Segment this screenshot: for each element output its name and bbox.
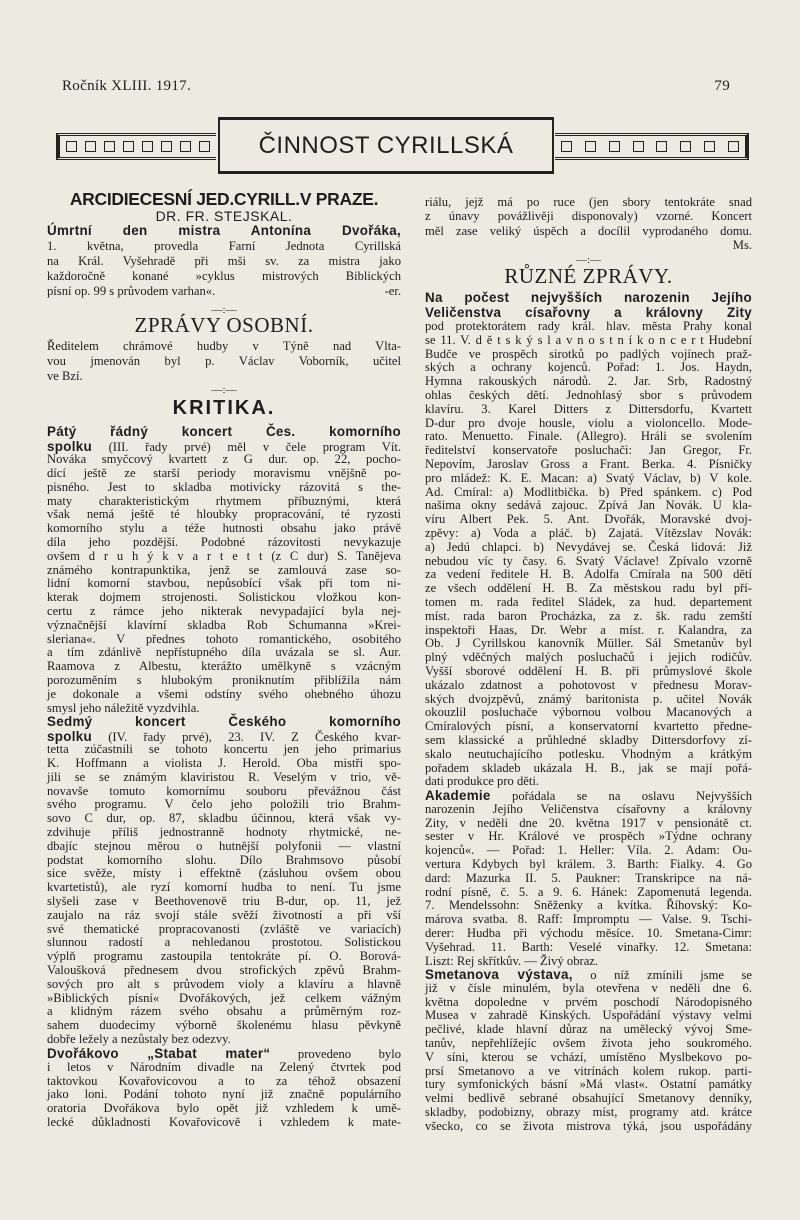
text-line: svého programu. V čelo jeho položili trio Brahm-: [47, 797, 401, 812]
bold-lead: Sedmý koncert Českého komorního: [47, 714, 401, 729]
text-line: tanův, nepřehlížejíc ovšem života jeho soukromého.: [425, 1035, 752, 1050]
text-line: zdvihuje příliš jednostranně hodnoty rhytmické, ne-: [47, 825, 401, 840]
text-line: velmi bedlivě sebrané obsahující Smetanovy denníky,: [425, 1091, 752, 1106]
text-line: ze všech oddělení H. B. Za městskou radu byl pří-: [425, 581, 752, 596]
text-line: Ad. Cmíral: a) Modlitbička. b) Před spánkem. c) Pod: [425, 484, 752, 499]
text-line: května dopoledne v prvém poschodí Národopisného: [425, 994, 752, 1009]
text-line: se 11. V. d ě t s k ý s l a v n o s t n í k o n c e r t Hudební: [425, 332, 752, 347]
text-line: tomen m. rada ředitel Sládek, za hud. departement: [425, 594, 752, 609]
text-line: [425, 291, 752, 306]
text-line: je dokonale a všemi odstíny svého ohebného úhozu: [47, 686, 401, 701]
paragraph: [47, 224, 401, 299]
bold-lead: Na počest nejvyšších narozenin Jejího: [425, 290, 752, 305]
text-line: vou jmenován byl p. Václav Voborník, učitel: [47, 354, 401, 368]
text-line: smysl jeho náležitě vyzdvihla.: [47, 700, 200, 715]
text-line: novavše tomuto komornímu souboru převážnou část: [47, 783, 401, 798]
square-ornament-icon: [561, 141, 572, 152]
section-heading: RŮZNÉ ZPRÁVY.: [504, 264, 673, 288]
text-line: skladby, podobizny, obrazy míst, programy atd. krátce: [425, 1104, 752, 1119]
paragraph: [47, 715, 401, 1047]
text-line: prsí Smetanovo a ve vitrínách kolem rukop. parti-: [425, 1063, 752, 1078]
text-line: Valoušková přednesem dvou strofických zpěvů Brahm-: [47, 963, 401, 978]
text-line: na Král. Vyšehradě při mši sv. za mistra jako: [47, 253, 401, 268]
paragraph: [425, 291, 752, 789]
square-ornament-icon: [104, 141, 115, 152]
text-line: jili se se známým klaviristou R. Veselým v trio, vě-: [47, 769, 401, 784]
text-line: díla jeho pozdější. Podobné rázovitosti nevykazuje: [47, 535, 401, 550]
text-line: dbajíc stejnou měrou o hutnější polyfonii — vlastní: [47, 838, 401, 853]
bold-lead: Úmrtní den mistra Antonína Dvořáka,: [47, 223, 401, 238]
text-line: tetta zúčastnili se tohoto koncertu jen jeho primarius: [47, 742, 401, 757]
text-line: Musea v zahradě Kinských. Uspořádání výstavy velmi: [425, 1008, 752, 1023]
text-line: [47, 440, 401, 454]
text-line: 1. května, provedla Farní Jednota Cyrillská: [47, 238, 401, 253]
text-line: porozuměním s hlubokým proniknutím přiblížila nám: [47, 673, 401, 688]
text-line: dard: Mazurka II. 5. Paukner: Transkripce na ná-: [425, 870, 752, 885]
text-line: však nemá ještě té hloubky propracování, té ryzosti: [47, 507, 401, 522]
text-line: Liszt: Rej skřítkův. — Živý obraz.: [425, 953, 599, 968]
text-line: známého kontrapunktika, jenž se zamlouvá zase so-: [47, 562, 401, 577]
text-line: sester v Hr. Králové ve prospěch »Týdne ochrany: [425, 829, 752, 844]
text-line: pořadem skladeb ukázala H. B., jak se mají pořá-: [425, 760, 752, 775]
text-line: dati produkce pro děti.: [425, 774, 540, 789]
bold-lead: spolku: [47, 728, 92, 744]
text-line: klavíru. 3. Karel Ditters z Dittersdorfu, Kvartett: [425, 401, 752, 416]
text-line: i letos v Národním divadle na Zelený čtvrtek pod: [47, 1059, 401, 1074]
text-line: míst. rada baron Procházka, za z. šk. radu zemští: [425, 608, 752, 623]
text-line: ve Bzí.: [47, 369, 83, 383]
text-line: a tím zdánlivě nepřístupného díla uvázala se sl. Aur.: [47, 645, 401, 660]
text-line: vertura Kdybych byl králem. 3. Barth: Fialky. 4. Go: [425, 856, 752, 871]
paragraph: [425, 195, 752, 252]
text-line: tury symfonických básní »Má vlast«. Ostatní památky: [425, 1077, 752, 1092]
section-banner: [218, 117, 554, 174]
text-line: plný vděčných malých posluchačů i jejich rodičův.: [425, 650, 752, 665]
square-ornament-icon: [680, 141, 691, 152]
text-line: své thematické propracovanosti (zvláště ve variacích): [47, 921, 401, 936]
text-line: nebudou víc ty časy. 6. Svatý Václave! Zpívalo vzorně: [425, 553, 752, 568]
text-line: dobře ležely a nezůstaly bez odezvy.: [47, 1032, 231, 1047]
section-title: ČINNOST CYRILLSKÁ: [258, 131, 514, 159]
separator: —:—: [211, 384, 237, 396]
text-line: každoročně konané »cyklus mistrových Biblických: [47, 268, 401, 283]
text-line: slyšeli zase v Beethovenově triu B-dur, op. 11, jež: [47, 894, 401, 909]
text-line: kojenců«. — Pořad: 1. Heller: Víla. 2. Adam: Ou-: [425, 843, 752, 858]
text-line: již v čísle minulém, byla otevřena v neděli dne 6.: [425, 980, 752, 995]
section-heading: KRITIKA.: [172, 397, 276, 419]
text-line: komorního stylu a téže hutnosti obsahu jako právě: [47, 521, 401, 536]
text-line: slunnou radostí a nehledanou prostotou. Solistickou: [47, 935, 401, 950]
section-heading: ARCIDIECESNÍ JED.CYRILL.V PRAZE.: [69, 189, 379, 209]
text-line: sleriana«. V přednes tohoto romantického, osobitého: [47, 631, 401, 646]
bold-lead: Dvořákovo „Stabat mater“: [47, 1046, 271, 1061]
text-line: všecko, co se života mistrova týká, jsou uspořádány: [425, 1118, 752, 1133]
text-line: lecké důkladnosti Kovařovicově i vzhledem k mate-: [47, 1114, 401, 1129]
text-line: kvartetistů), ale ryzí komorní hudba to není. Tu jsme: [47, 880, 401, 895]
text-line: inspektoři Haas, Dr. Webr a míst. r. Kalandra, za: [425, 622, 752, 637]
signature: Ms.: [732, 237, 752, 252]
text-line: riálu, jejž má po ruce (jen sbory tentokráte snad: [425, 195, 752, 209]
bold-lead: Akademie: [425, 788, 491, 803]
paragraph: [47, 425, 401, 715]
line-text: pořádala se na oslavu Nejvyšších: [490, 789, 752, 803]
text-line: Vyšší sborové oddělení H. B. při průmyslové škole: [425, 663, 752, 678]
text-line: pod protektorátem rady král. hlav. města Prahy konal: [425, 319, 752, 333]
right-ornament-strip: [555, 133, 749, 160]
text-line: V síni, kterou se vchází, umístěno Myslbekovo po-: [425, 1049, 752, 1064]
text-line: certu z rámce jeho nikterak nevypadající byla nej-: [47, 604, 401, 619]
square-ornament-icon: [609, 141, 620, 152]
text-line: Vyšehrad. 11. Barth: Veselé vinařky. 12. Smetana:: [425, 939, 752, 954]
text-line: [47, 284, 401, 299]
line-text: o níž zmínili jsme se: [572, 968, 752, 982]
line-text: (IV. řady prvé), 23. IV. Z Českého kvar-: [91, 729, 401, 744]
text-line: a klidným rázem svého obsahu a průměrným roz-: [47, 1004, 401, 1019]
text-line: Cmíralových písní, a konservatorní kvartetto předne-: [425, 719, 752, 734]
square-ornament-icon: [142, 141, 153, 152]
text-line: sahem duodecimy výborně školenému hlasu pěvkyně: [47, 1018, 401, 1033]
text-line: sovo C dur, op. 87, skladbu účinnou, která však vy-: [47, 811, 401, 826]
text-line: D-dur pro dvoje housle, violu a violoncello. Mode-: [425, 415, 752, 430]
text-line: oratoria Dvořákova bylo opět již vzhledem k umě-: [47, 1101, 401, 1116]
separator: —:—: [211, 304, 237, 316]
text-line: [425, 238, 752, 252]
text-line: [47, 425, 401, 440]
paragraph: [425, 968, 752, 1134]
square-ornament-icon: [728, 141, 739, 152]
text-line: [47, 1047, 401, 1061]
text-line: ředitelství konservatoře posluchači: Jan Gregor, Fr.: [425, 443, 752, 458]
text-line: význačnější klavírní skladba Rob Schumanna »Krei-: [47, 617, 401, 632]
text-line: sem klassické a průhledné skladby Dittersdorfovy zí-: [425, 732, 752, 747]
square-ornament-icon: [585, 141, 596, 152]
bold-lead: Pátý řádný koncert Čes. komorního: [47, 424, 401, 439]
square-ornament-icon: [656, 141, 667, 152]
text-line: víru Albert Pek. 5. Ant. Dvořák, Moravské dvoj-: [425, 512, 752, 527]
paragraph: [47, 1047, 401, 1130]
text-line: [425, 306, 752, 321]
text-line: našima okny sedává zajouc. Zpívá Jan Novák. U kla-: [425, 498, 752, 513]
text-line: pisného. Jest to skladba motivicky rázovitá s the-: [47, 479, 401, 494]
text-line: skalo neutuchajícího potlesku. Vhodným a krátkým: [425, 746, 752, 761]
text-line: pro mládež: K. E. Macan: a) Svatý Václav, b) V kole.: [425, 470, 752, 485]
text-line: [47, 715, 401, 730]
text-line: sových pro alt s průvodem violy a klavíru a hlavně: [47, 976, 401, 991]
square-ornament-icon: [180, 141, 191, 152]
text-line: podstat komorního slohu. Dílo Brahmsovo působí: [47, 852, 401, 867]
text-line: Raamova z Albestu, kterážto umělkyně s vzácným: [47, 659, 401, 674]
text-line: 7. Mendelssohn: Sněženky a kvítka. Říhovský: Ko-: [425, 898, 752, 913]
line-text: písní op. 99 s průvodem varhan«.: [47, 283, 216, 298]
text-line: narozenin Jejího Veličenstva císařovny a královny: [425, 801, 752, 816]
text-line: kterak dojmem strojenosti. Solistickou vložkou kon-: [47, 590, 401, 605]
text-line: pečlivé, klade hlavní důraz na umělecký vývoj Sme-: [425, 1022, 752, 1037]
text-line: Budče ve prospěch sirotků po padlých vojínech praž-: [425, 346, 752, 361]
square-ornament-icon: [199, 141, 210, 152]
text-line: [47, 224, 401, 239]
text-line: okouzlil posluchače výbornou volbou Macanových a: [425, 705, 752, 720]
left-ornament-strip: [56, 133, 216, 160]
text-line: ských dvojzpěvů, známý baritonista p. učitel Novák: [425, 691, 752, 706]
bold-lead: spolku: [47, 438, 92, 454]
section-heading: ZPRÁVY OSOBNÍ.: [134, 313, 314, 337]
text-line: Zity, v neděli dne 20. května 1917 v pensionátě ct.: [425, 815, 752, 830]
text-line: za vedení ředitele H. B. Adolfa Cmírala na 500 dětí: [425, 567, 752, 582]
paragraph: [425, 789, 752, 968]
square-ornament-icon: [66, 141, 77, 152]
text-line: K. Hoffmann a violista J. Herold. Oba mistři spo-: [47, 756, 401, 771]
text-line: a) Jedú chlapci. b) Nevydávej se. Česká lidová: Již: [425, 539, 752, 554]
page-number: 79: [714, 78, 730, 94]
text-line: derer: Hudba při východu měsíce. 10. Smetana-Cimr:: [425, 925, 752, 940]
text-line: ovšem d r u h ý k v a r t e t t (z C dur) S. Tanějeva: [47, 548, 401, 563]
text-line: rodní písně, č. 5. a 9. 6. Hánek: Zapomenutá legenda.: [425, 884, 752, 899]
text-line: zpěvy: a) Voda a pláč. b) Zajatá. Vítězslav Novák:: [425, 525, 752, 540]
text-line: lidní komorní stavbou, nepůsobící však při tom ni-: [47, 576, 401, 591]
text-line: ohlas českých dětí. Jednohlasý sbor s průvodem: [425, 387, 752, 402]
text-line: rato. Menuetto. Finale. (Allegro). Hráli se svolením: [425, 429, 752, 444]
text-line: márova svatba. 8. Raff: Impromptu — Valse. 9. Tschi-: [425, 912, 752, 927]
text-line: z únavy povážlivěji disponovaly) vzorné. Koncert: [425, 209, 752, 224]
text-line: Ředitelem chrámové hudby v Týně nad Vlta-: [47, 339, 401, 353]
text-line: ukázalo zdatnost a pohotovost v přednesu Morav-: [425, 677, 752, 692]
square-ornament-icon: [704, 141, 715, 152]
text-line: maty charakteristickým rhytmem příbuznými, která: [47, 493, 401, 508]
text-line: zaujalo na ráz svojí stále svěží životností a při vší: [47, 907, 401, 922]
bold-lead: Smetanova výstava,: [425, 967, 573, 982]
author-line: DR. FR. STEJSKAL.: [155, 208, 293, 224]
square-ornament-icon: [123, 141, 134, 152]
line-text: (III. řady prvé) měl v čele program Vít.: [91, 439, 401, 454]
signature: -er.: [384, 283, 401, 298]
square-ornament-icon: [161, 141, 172, 152]
square-ornament-icon: [633, 141, 644, 152]
square-ornament-icon: [85, 141, 96, 152]
bold-lead: Veličenstva císařovny a královny Zity: [425, 304, 752, 320]
text-line: jako loni. Podání tohoto nyní již značně populárního: [47, 1087, 401, 1102]
text-line: [47, 730, 401, 744]
text-line: ských a ochrany kojenců. Pořad: 1. Jos. Haydn,: [425, 360, 752, 375]
text-line: »Biblických písní« Dvořákových, jež celkem vážným: [47, 990, 401, 1005]
separator: —:—: [575, 254, 602, 266]
text-line: [425, 789, 752, 803]
text-line: Ob. J Cyrillskou kanovník Müller. Sál Smetanův byl: [425, 636, 752, 651]
text-line: výplň programu zastoupila tentokráte pí. O. Borová-: [47, 949, 401, 964]
text-line: sice svěže, místy i effektně (zásluhou ovšem obou: [47, 866, 401, 881]
text-line: taktovkou Kovařovicovou a to za téhož obsazení: [47, 1073, 401, 1088]
text-line: Hymna rakouských národů. 2. Jar. Srb, Radostný: [425, 374, 752, 389]
text-line: [425, 968, 752, 982]
line-text: provedeno bylo: [270, 1047, 402, 1061]
paragraph: [47, 339, 401, 384]
text-line: Nováka smyčcový kvartett z G dur. op. 22, pocho-: [47, 452, 401, 467]
text-line: dící ještě ze starší periody moravismu vnějšně po-: [47, 466, 401, 481]
text-line: Nepovím, Jaroslav Gross a Frant. Berka. 4. Písničky: [425, 456, 752, 471]
text-line: měl zase veliký úspěch a docílil vyprodaného domu.: [425, 223, 752, 238]
volume-header: Ročník XLIII. 1917.: [62, 78, 192, 94]
